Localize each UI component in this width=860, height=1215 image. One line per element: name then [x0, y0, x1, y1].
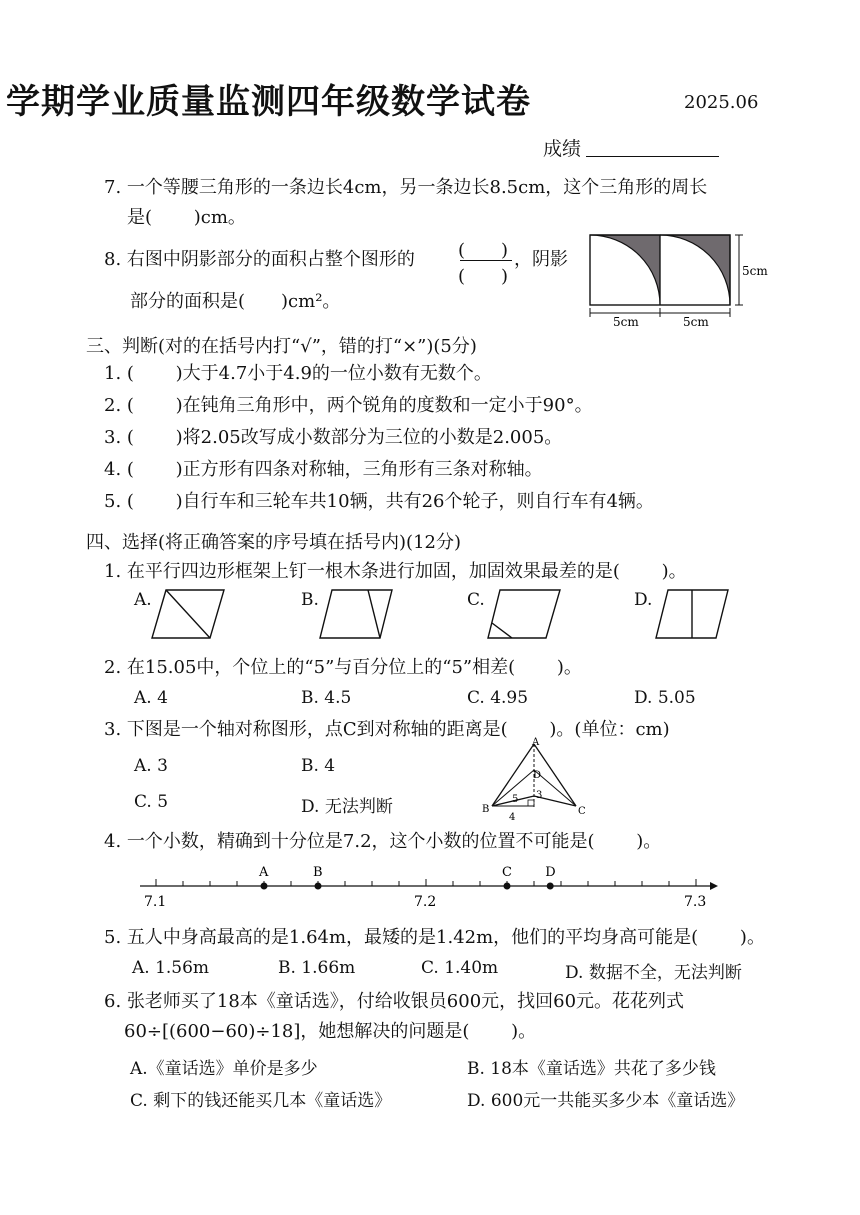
s4-q3-option-a: A. 3	[134, 756, 168, 776]
s4-q1-option-d: D.	[634, 590, 653, 610]
q8-width-label-right: 5cm	[683, 315, 709, 329]
number-line-arrow	[710, 882, 718, 890]
s4-q6-option-d: D. 600元一共能买多少本《童话选》	[467, 1091, 745, 1111]
s4-q5-option-b: B. 1.66m	[278, 958, 356, 978]
s3-item-5: 5. ( )自行车和三轮车共10辆，共有26个轮子，则自行车有4辆。	[104, 491, 654, 512]
number-line-label: 7.2	[414, 894, 437, 910]
q3-label-b: B	[482, 804, 490, 815]
s4-q5-option-c: C. 1.40m	[421, 958, 499, 978]
s4-q6-option-c: C. 剩下的钱还能买几本《童话选》	[130, 1091, 392, 1111]
s4-q1-text: 1. 在平行四边形框架上钉一根木条进行加固，加固效果最差的是( )。	[104, 561, 687, 582]
s4-q5-text: 5. 五人中身高最高的是1.64m，最矮的是1.42m，他们的平均身高可能是( )。	[104, 927, 765, 948]
s4-q2-text: 2. 在15.05中，个位上的“5”与百分位上的“5”相差( )。	[104, 657, 582, 678]
q3-len-3: 3	[536, 790, 543, 801]
number-line-point-label: B	[313, 865, 323, 880]
s4-q5-option-a: A. 1.56m	[132, 958, 210, 978]
q3-label-c: C	[578, 806, 586, 817]
score-blank-line[interactable]	[586, 156, 719, 157]
page-title: 学期学业质量监测四年级数学试卷	[6, 82, 531, 122]
q3-len-5: 5	[512, 794, 519, 805]
s4-q3-figure	[476, 736, 590, 824]
number-line-point-label: D	[545, 865, 556, 880]
number-line-point-label: C	[502, 865, 512, 880]
section3-heading: 三、判断(对的在括号内打“√”，错的打“×”)(5分)	[86, 336, 477, 357]
s4-q2-option-c: C. 4.95	[467, 688, 529, 708]
q7-line2: 是( )cm。	[127, 207, 246, 228]
s4-q3-option-b: B. 4	[301, 756, 336, 776]
s3-item-1: 1. ( )大于4.7小于4.9的一位小数有无数个。	[104, 363, 492, 384]
s3-item-4: 4. ( )正方形有四条对称轴，三角形有三条对称轴。	[104, 459, 543, 480]
score-label: 成绩	[543, 138, 582, 160]
s4-q6-line1: 6. 张老师买了18本《童话选》，付给收银员600元，找回60元。花花列式	[104, 991, 685, 1012]
s4-q1-option-a: A.	[134, 590, 152, 610]
q8-line2: 部分的面积是( )cm²。	[130, 291, 341, 312]
number-line-point	[315, 883, 322, 890]
q8-line1a: 8. 右图中阴影部分的面积占整个图形的	[104, 249, 415, 270]
s4-q3-option-d: D. 无法判断	[301, 797, 393, 817]
q8-shaded-left	[590, 235, 660, 305]
s4-q1-figure-d	[654, 588, 734, 642]
q3-label-a: A	[532, 737, 540, 748]
s4-q2-option-d: D. 5.05	[634, 688, 696, 708]
q8-height-label: 5cm	[742, 264, 768, 278]
q3-label-d: D	[533, 770, 542, 781]
s4-q1-figure-a	[150, 588, 230, 642]
s4-q4-number-line	[136, 856, 726, 912]
s4-q3-option-c: C. 5	[134, 792, 169, 812]
q8-shaded-right	[660, 235, 730, 305]
s4-q4-text: 4. 一个小数，精确到十分位是7.2，这个小数的位置不可能是( )。	[104, 831, 662, 852]
s3-item-2: 2. ( )在钝角三角形中，两个锐角的度数和一定小于90°。	[104, 395, 593, 416]
q8-width-label-left: 5cm	[613, 315, 639, 329]
q8-fraction-bar	[460, 260, 512, 261]
number-line-point	[504, 883, 511, 890]
q3-len-4: 4	[509, 812, 516, 823]
q7-line1: 7. 一个等腰三角形的一条边长4cm，另一条边长8.5cm，这个三角形的周长	[104, 177, 708, 198]
s4-q6-line2: 60÷[(600−60)÷18]，她想解决的问题是( )。	[124, 1021, 537, 1042]
number-line-point-label: A	[259, 865, 269, 880]
s4-q1-option-b: B.	[301, 590, 319, 610]
s4-q6-option-a: A.《童话选》单价是多少	[130, 1059, 318, 1079]
s4-q6-option-b: B. 18本《童话选》共花了多少钱	[467, 1059, 716, 1079]
s4-q5-option-d: D. 数据不全，无法判断	[565, 963, 742, 983]
section4-heading: 四、选择(将正确答案的序号填在括号内)(12分)	[86, 532, 461, 553]
s4-q2-option-a: A. 4	[134, 688, 168, 708]
q8-figure	[585, 228, 775, 332]
s4-q2-option-b: B. 4.5	[301, 688, 352, 708]
number-line-label: 7.3	[684, 894, 707, 910]
number-line-point	[547, 883, 554, 890]
number-line-point	[261, 883, 268, 890]
s4-q1-option-c: C.	[467, 590, 485, 610]
exam-date: 2025.06	[684, 92, 759, 113]
number-line-label: 7.1	[144, 894, 167, 910]
q8-fraction-denominator: ( )	[458, 266, 509, 287]
s4-q1-figure-c	[486, 588, 566, 642]
s3-item-3: 3. ( )将2.05改写成小数部分为三位的小数是2.005。	[104, 427, 563, 448]
q8-fraction-numerator: ( )	[458, 240, 509, 261]
q8-line1b: ，阴影	[514, 249, 568, 270]
s4-q1-figure-b	[318, 588, 398, 642]
s4-q3-text: 3. 下图是一个轴对称图形，点C到对称轴的距离是( )。(单位：cm)	[104, 719, 670, 740]
